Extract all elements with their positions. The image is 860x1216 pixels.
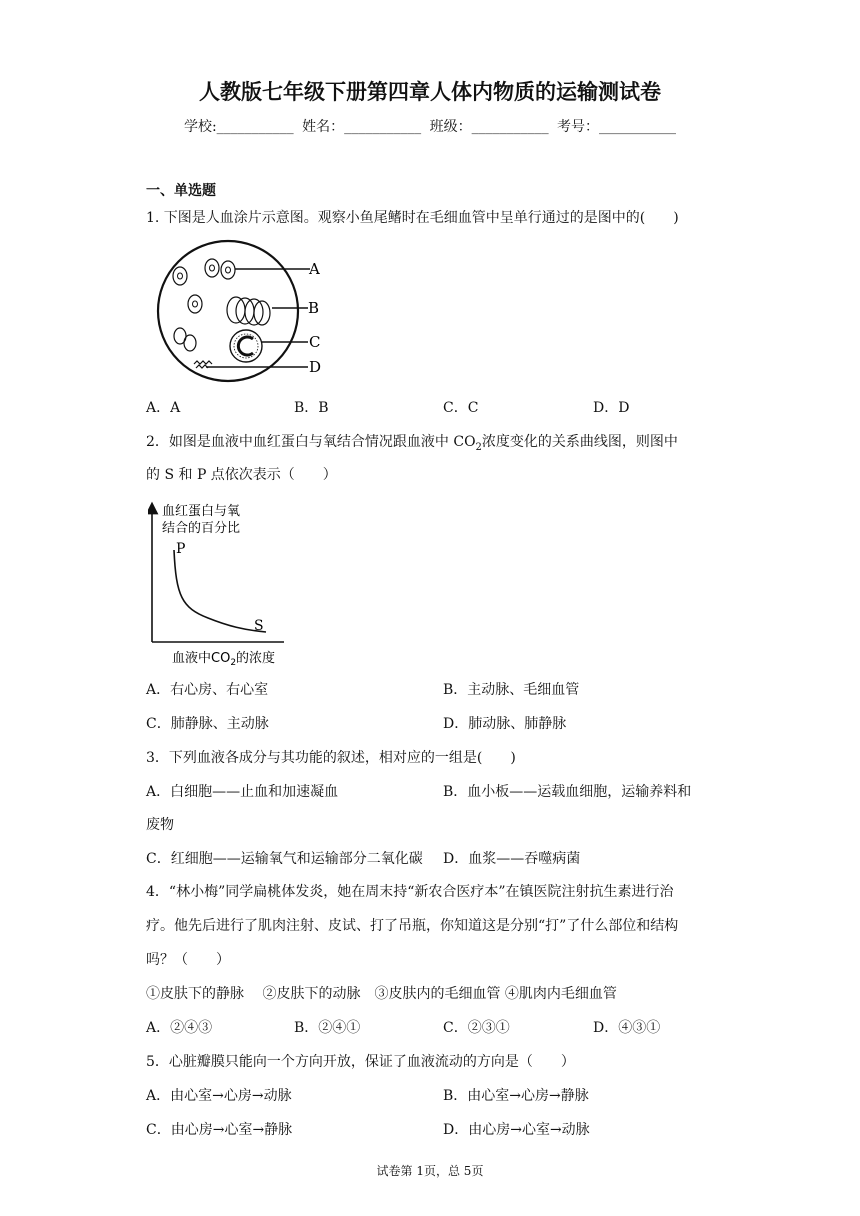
label-a: A bbox=[309, 260, 320, 278]
q3-option-b: B．血小板——运载血细胞，运输养料和 bbox=[443, 784, 692, 800]
exam-number-field: 考号：___________ bbox=[557, 119, 677, 135]
q2-option-b: B．主动脉、毛细血管 bbox=[443, 682, 580, 698]
q2-option-d: D．肺动脉、肺静脉 bbox=[443, 716, 567, 732]
q5-option-b: B．由心室→心房→静脉 bbox=[443, 1088, 589, 1104]
q3-option-a: A．白细胞——止血和加速凝血 bbox=[146, 784, 339, 800]
student-info-line bbox=[0, 116, 860, 136]
y-axis-label-line1: 血红蛋白与氧 bbox=[162, 504, 241, 519]
name-field: 姓名：___________ bbox=[302, 119, 422, 135]
x-axis-label: 血液中$CO_2$的浓度 bbox=[172, 651, 276, 668]
q5-option-d: D．由心房→心室→动脉 bbox=[443, 1122, 590, 1138]
q4-option-b: B．②④① bbox=[294, 1020, 361, 1036]
point-p-label: P bbox=[176, 541, 186, 557]
question-5-stem: 5．心脏瓣膜只能向一个方向开放，保证了血液流动的方向是（ ） bbox=[146, 1054, 575, 1070]
q3-option-d: D．血浆——吞噬病菌 bbox=[443, 851, 581, 867]
page-footer: 试卷第 1页，总 5页 bbox=[376, 1164, 484, 1178]
q1-option-d: D．D bbox=[593, 400, 630, 416]
q2-option-a: A．右心房、右心室 bbox=[146, 682, 269, 698]
school-field: 学校:___________ bbox=[183, 119, 294, 135]
section-heading: 一、单选题 bbox=[146, 183, 216, 199]
q4-option-d: D．④③① bbox=[593, 1020, 661, 1036]
point-s-label: S bbox=[254, 618, 264, 634]
question-2-stem-line1: 2．如图是血液中血红蛋白与氧结合情况跟血液中 $CO_2$浓度变化的关系曲线图，则图中 bbox=[146, 434, 678, 453]
question-2-stem-line2: 的 S 和 P 点依次表示（ ） bbox=[146, 467, 337, 483]
q4-option-a: A．②④③ bbox=[146, 1020, 213, 1036]
q5-option-a: A．由心室→心房→动脉 bbox=[146, 1088, 292, 1104]
q5-option-c: C．由心房→心室→静脉 bbox=[146, 1122, 293, 1138]
question-4-stem-line2: 疗。他先后进行了肌肉注射、皮试、打了吊瓶，你知道这是分别“打”了什么部位和结构 bbox=[146, 918, 679, 934]
q3-option-c: C．红细胞——运输氧气和运输部分二氧化碳 bbox=[146, 851, 423, 867]
label-b: B bbox=[308, 299, 320, 317]
q2-option-c: C．肺静脉、主动脉 bbox=[146, 716, 269, 732]
label-d: D bbox=[309, 358, 322, 376]
q1-option-a: A．A bbox=[146, 400, 181, 416]
q4-option-c: C．②③① bbox=[443, 1020, 510, 1036]
question-4-stem-line3: 吗？（ ） bbox=[146, 952, 230, 968]
blood-smear-figure bbox=[150, 238, 340, 384]
question-4-stem-line1: 4．“林小梅”同学扁桃体发炎，她在周末持“新农合医疗本”在镇医院注射抗生素进行治 bbox=[146, 884, 674, 900]
y-axis-label-line2: 结合的百分比 bbox=[162, 521, 241, 536]
q1-option-b: B．B bbox=[294, 400, 329, 416]
question-1-stem: 1. 下图是人血涂片示意图。观察小鱼尾鳍时在毛细血管中呈单行通过的是图中的( ) bbox=[146, 210, 679, 226]
hemoglobin-co2-graph bbox=[148, 500, 288, 668]
question-4-items: ①皮肤下的静脉 ②皮肤下的动脉 ③皮肤内的毛细血管 ④肌肉内毛细血管 bbox=[146, 986, 617, 1002]
q3-option-b-continued: 废物 bbox=[146, 817, 174, 833]
q1-option-c: C．C bbox=[443, 400, 479, 416]
label-c: C bbox=[309, 333, 321, 351]
page-title: 人教版七年级下册第四章人体内物质的运输测试卷 bbox=[199, 80, 661, 104]
class-field: 班级：___________ bbox=[429, 119, 549, 135]
question-3-stem: 3．下列血液各成分与其功能的叙述，相对应的一组是( ) bbox=[146, 750, 516, 766]
